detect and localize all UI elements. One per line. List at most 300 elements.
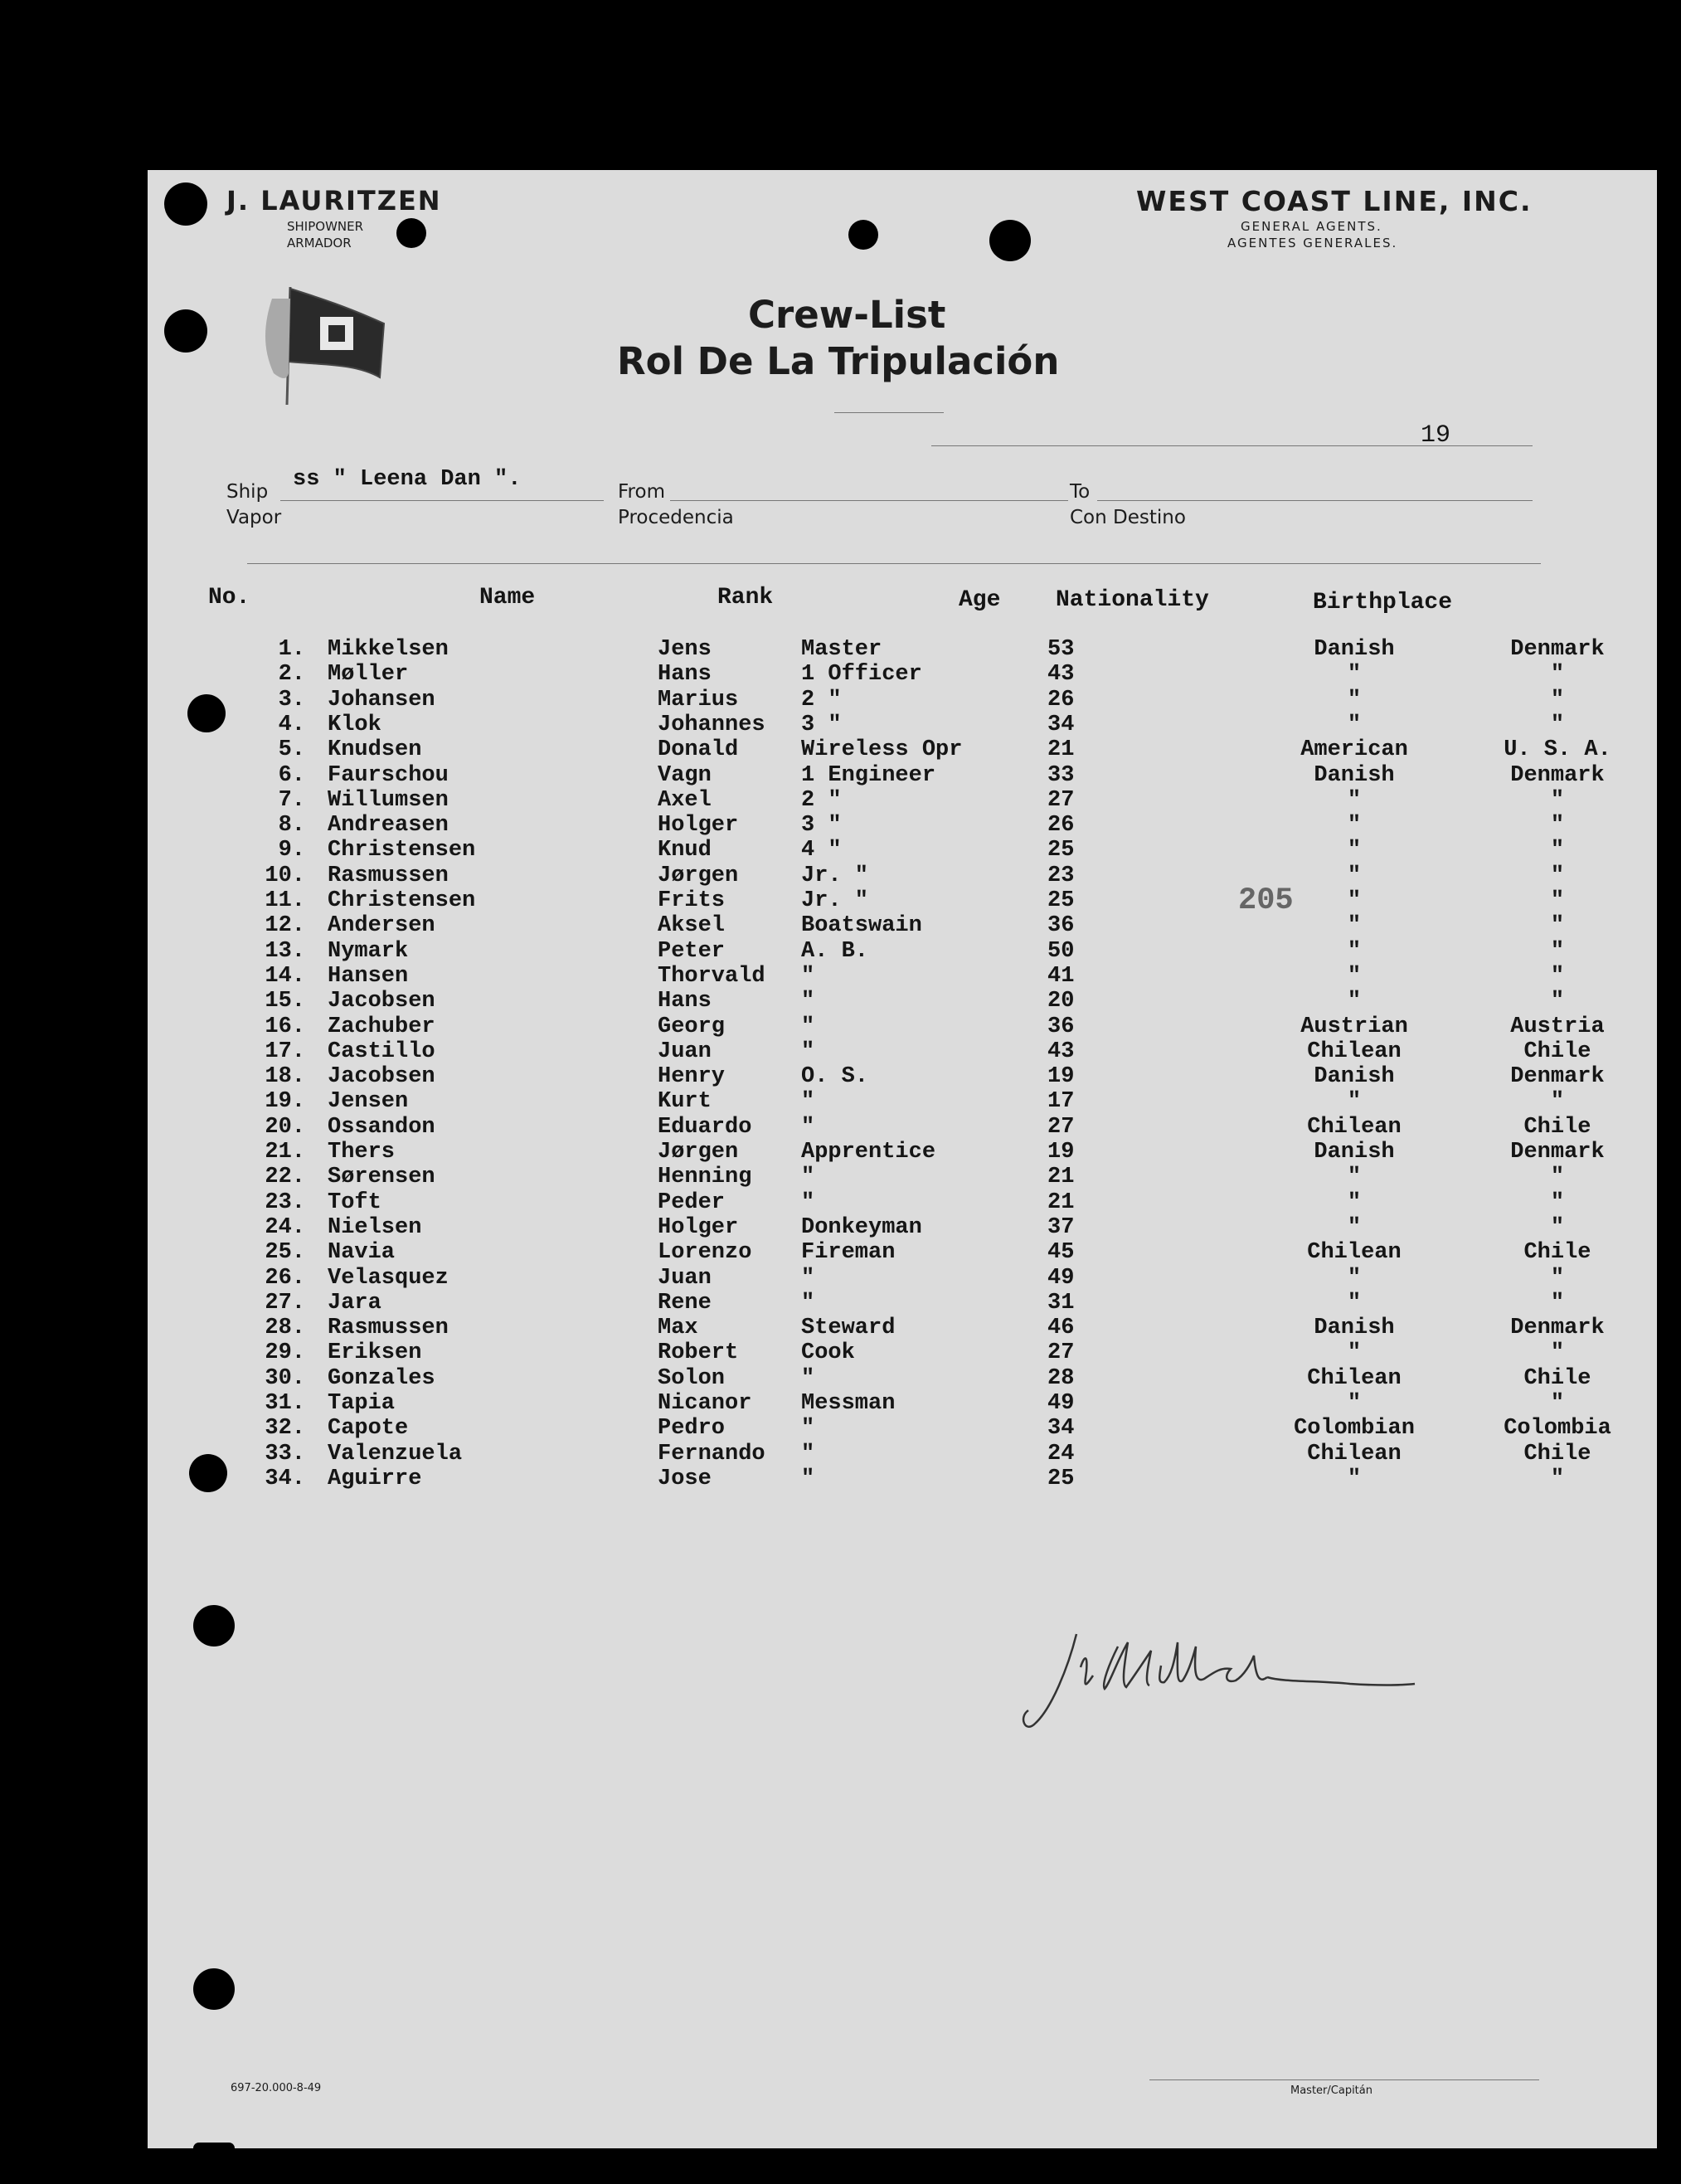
crew-row: [218, 1340, 1681, 1366]
crew-no: 5.: [278, 737, 305, 763]
crew-row: [218, 1190, 1681, 1216]
crew-no: 15.: [265, 989, 305, 1014]
crew-rank: ": [801, 963, 815, 989]
crew-birthplace: Austria: [1510, 1014, 1605, 1039]
crew-surname: Navia: [328, 1240, 396, 1266]
crew-nationality: ": [1347, 1265, 1362, 1291]
ship-name-value: ss " Leena Dan ".: [293, 467, 522, 492]
crew-age: 17: [1047, 1089, 1075, 1115]
crew-age: 46: [1047, 1316, 1075, 1341]
crew-surname: Willumsen: [328, 787, 449, 813]
crew-rank: 4 ": [801, 838, 842, 863]
crew-birthplace: ": [1550, 838, 1565, 863]
crew-surname: Valenzuela: [328, 1441, 463, 1467]
crew-surname: Rasmussen: [328, 863, 449, 888]
crew-surname: Zachuber: [328, 1014, 435, 1039]
from-label: From: [618, 481, 665, 503]
crew-nationality: ": [1347, 712, 1362, 737]
crew-rank: Jr. ": [801, 888, 869, 913]
column-header-no: No.: [208, 585, 250, 610]
crew-rank: ": [801, 1466, 815, 1491]
crew-age: 31: [1047, 1290, 1075, 1316]
crew-nationality: Danish: [1314, 637, 1395, 662]
crew-row: [218, 1014, 1681, 1040]
crew-birthplace: Denmark: [1510, 1316, 1605, 1341]
crew-nationality: ": [1347, 1466, 1362, 1491]
crew-row: [218, 939, 1681, 965]
company-left-subtitle-es: ARMADOR: [287, 236, 352, 251]
crew-first-name: Juan: [658, 1038, 712, 1064]
master-signature: [1018, 1617, 1416, 1742]
crew-row: [218, 1215, 1681, 1241]
crew-row: [218, 913, 1681, 939]
crew-age: 49: [1047, 1391, 1075, 1416]
crew-surname: Tapia: [328, 1391, 396, 1416]
punch-hole: [989, 220, 1031, 261]
crew-no: 14.: [265, 963, 305, 989]
crew-row: [218, 838, 1681, 863]
crew-row: [218, 637, 1681, 663]
crew-surname: Jensen: [328, 1089, 409, 1115]
crew-row: [218, 1039, 1681, 1065]
crew-first-name: Knud: [658, 838, 712, 863]
crew-surname: Knudsen: [328, 737, 422, 763]
punch-hole: [164, 309, 207, 353]
crew-birthplace: Denmark: [1510, 1140, 1605, 1165]
crew-surname: Faurschou: [328, 762, 449, 788]
column-header-birthplace: Birthplace: [1313, 590, 1453, 615]
crew-nationality: Danish: [1314, 1140, 1395, 1165]
house-flag-icon: [255, 282, 388, 406]
crew-nationality: ": [1347, 888, 1362, 913]
crew-row: [218, 1064, 1681, 1090]
crew-rank: Boatswain: [801, 913, 922, 939]
crew-nationality: ": [1347, 913, 1362, 939]
column-header-name: Name: [479, 585, 536, 610]
crew-first-name: Henry: [658, 1064, 726, 1090]
crew-first-name: Aksel: [658, 913, 726, 939]
crew-surname: Nymark: [328, 938, 409, 964]
crew-surname: Andreasen: [328, 813, 449, 839]
crew-nationality: Chilean: [1307, 1441, 1402, 1467]
crew-row: [218, 713, 1681, 738]
crew-birthplace: ": [1550, 888, 1565, 913]
signature-caption: Master/Capitán: [1290, 2084, 1372, 2097]
crew-birthplace: ": [1550, 1466, 1565, 1491]
crew-first-name: Johannes: [658, 712, 765, 737]
crew-no: 23.: [265, 1189, 305, 1215]
crew-first-name: Juan: [658, 1265, 712, 1291]
crew-no: 21.: [265, 1140, 305, 1165]
title-underline: [834, 412, 944, 413]
company-right-name: WEST COAST LINE, INC.: [1136, 185, 1533, 217]
crew-age: 21: [1047, 1189, 1075, 1215]
crew-no: 19.: [265, 1089, 305, 1115]
crew-no: 34.: [265, 1466, 305, 1491]
crew-surname: Rasmussen: [328, 1316, 449, 1341]
crew-first-name: Jose: [658, 1466, 712, 1491]
crew-row: [218, 662, 1681, 688]
crew-nationality: ": [1347, 813, 1362, 839]
crew-first-name: Hans: [658, 662, 712, 688]
crew-birthplace: ": [1550, 963, 1565, 989]
crew-nationality: Danish: [1314, 1064, 1395, 1090]
crew-surname: Møller: [328, 662, 409, 688]
crew-no: 4.: [278, 712, 305, 737]
crew-surname: Capote: [328, 1416, 409, 1442]
crew-age: 19: [1047, 1140, 1075, 1165]
crew-age: 26: [1047, 813, 1075, 839]
crew-no: 17.: [265, 1038, 305, 1064]
crew-no: 24.: [265, 1214, 305, 1240]
crew-surname: Velasquez: [328, 1265, 449, 1291]
crew-nationality: Colombian: [1294, 1416, 1415, 1442]
crew-first-name: Georg: [658, 1014, 726, 1039]
crew-first-name: Max: [658, 1316, 698, 1341]
crew-no: 18.: [265, 1064, 305, 1090]
crew-rank: ": [801, 1441, 815, 1467]
crew-first-name: Jørgen: [658, 1140, 739, 1165]
crew-no: 28.: [265, 1316, 305, 1341]
crew-birthplace: ": [1550, 913, 1565, 939]
crew-nationality: ": [1347, 662, 1362, 688]
crew-birthplace: ": [1550, 938, 1565, 964]
crew-first-name: Rene: [658, 1290, 712, 1316]
crew-no: 1.: [278, 637, 305, 662]
crew-rank: 3 ": [801, 813, 842, 839]
crew-age: 26: [1047, 687, 1075, 713]
to-label: To: [1070, 481, 1091, 503]
crew-rank: Messman: [801, 1391, 896, 1416]
column-header-rank: Rank: [717, 585, 774, 610]
crew-rank: Jr. ": [801, 863, 869, 888]
company-right-subtitle-es: AGENTES GENERALES.: [1227, 236, 1398, 251]
crew-row: [218, 1416, 1681, 1442]
crew-nationality: ": [1347, 1165, 1362, 1190]
crew-age: 34: [1047, 712, 1075, 737]
crew-surname: Thers: [328, 1140, 396, 1165]
punch-hole: [193, 1605, 235, 1647]
crew-rank: Steward: [801, 1316, 896, 1341]
crew-rank: Master: [801, 637, 882, 662]
crew-age: 24: [1047, 1441, 1075, 1467]
crew-first-name: Jørgen: [658, 863, 739, 888]
crew-row: [218, 1140, 1681, 1165]
crew-rank: ": [801, 1114, 815, 1140]
crew-surname: Hansen: [328, 963, 409, 989]
crew-rank: Fireman: [801, 1240, 896, 1266]
crew-birthplace: Chile: [1523, 1038, 1591, 1064]
crew-row: [218, 964, 1681, 990]
crew-no: 33.: [265, 1441, 305, 1467]
crew-birthplace: Denmark: [1510, 762, 1605, 788]
crew-surname: Andersen: [328, 913, 435, 939]
crew-birthplace: ": [1550, 813, 1565, 839]
crew-nationality: ": [1347, 963, 1362, 989]
crew-rank: Donkeyman: [801, 1214, 922, 1240]
crew-age: 50: [1047, 938, 1075, 964]
crew-first-name: Jens: [658, 637, 712, 662]
crew-nationality: ": [1347, 989, 1362, 1014]
crew-no: 2.: [278, 662, 305, 688]
crew-birthplace: U. S. A.: [1504, 737, 1611, 763]
crew-first-name: Peder: [658, 1189, 726, 1215]
company-left-subtitle: SHIPOWNER: [287, 219, 364, 234]
ship-line: [280, 500, 604, 501]
crew-row: [218, 688, 1681, 713]
crew-age: 21: [1047, 1165, 1075, 1190]
crew-nationality: Chilean: [1307, 1114, 1402, 1140]
crew-birthplace: ": [1550, 1189, 1565, 1215]
to-line: [1097, 500, 1533, 501]
crew-age: 34: [1047, 1416, 1075, 1442]
crew-birthplace: ": [1550, 687, 1565, 713]
punch-hole: [193, 2143, 235, 2148]
crew-row: [218, 1316, 1681, 1341]
crew-no: 8.: [278, 813, 305, 839]
crew-no: 26.: [265, 1265, 305, 1291]
crew-surname: Eriksen: [328, 1340, 422, 1366]
crew-nationality: ": [1347, 1214, 1362, 1240]
crew-rank: ": [801, 1365, 815, 1391]
punch-hole: [164, 182, 207, 226]
crew-row: [218, 737, 1681, 763]
crew-nationality: Chilean: [1307, 1038, 1402, 1064]
crew-surname: Nielsen: [328, 1214, 422, 1240]
crew-rank: ": [801, 1189, 815, 1215]
crew-surname: Christensen: [328, 888, 476, 913]
crew-age: 25: [1047, 838, 1075, 863]
crew-surname: Jacobsen: [328, 1064, 435, 1090]
crew-rank: O. S.: [801, 1064, 869, 1090]
crew-age: 36: [1047, 913, 1075, 939]
crew-no: 20.: [265, 1114, 305, 1140]
crew-row: [218, 1266, 1681, 1291]
crew-first-name: Eduardo: [658, 1114, 752, 1140]
crew-no: 12.: [265, 913, 305, 939]
crew-first-name: Donald: [658, 737, 739, 763]
crew-age: 33: [1047, 762, 1075, 788]
crew-no: 22.: [265, 1165, 305, 1190]
crew-age: 41: [1047, 963, 1075, 989]
crew-rank: ": [801, 1038, 815, 1064]
crew-surname: Aguirre: [328, 1466, 422, 1491]
crew-row: [218, 1089, 1681, 1115]
crew-no: 30.: [265, 1365, 305, 1391]
crew-nationality: ": [1347, 863, 1362, 888]
crew-surname: Mikkelsen: [328, 637, 449, 662]
form-code: 697-20.000-8-49: [231, 2082, 322, 2094]
crew-birthplace: ": [1550, 1340, 1565, 1366]
crew-list-document: [148, 170, 1657, 2148]
crew-first-name: Lorenzo: [658, 1240, 752, 1266]
crew-nationality: Chilean: [1307, 1365, 1402, 1391]
crew-age: 27: [1047, 1340, 1075, 1366]
crew-no: 6.: [278, 762, 305, 788]
crew-rank: 2 ": [801, 787, 842, 813]
crew-no: 29.: [265, 1340, 305, 1366]
crew-row: [218, 1391, 1681, 1417]
crew-age: 27: [1047, 1114, 1075, 1140]
crew-first-name: Solon: [658, 1365, 726, 1391]
crew-rank: 3 ": [801, 712, 842, 737]
crew-surname: Jacobsen: [328, 989, 435, 1014]
crew-birthplace: Chile: [1523, 1240, 1591, 1266]
crew-age: 37: [1047, 1214, 1075, 1240]
column-header-age: Age: [959, 587, 1001, 613]
crew-nationality: ": [1347, 938, 1362, 964]
crew-rank: 1 Officer: [801, 662, 922, 688]
crew-birthplace: Colombia: [1504, 1416, 1611, 1442]
from-line: [670, 500, 1068, 501]
column-header-nationality: Nationality: [1056, 587, 1209, 613]
crew-first-name: Nicanor: [658, 1391, 752, 1416]
crew-nationality: ": [1347, 787, 1362, 813]
company-left-name: J. LAURITZEN: [226, 185, 442, 216]
company-right-subtitle: GENERAL AGENTS.: [1241, 219, 1382, 234]
crew-age: 28: [1047, 1365, 1075, 1391]
crew-age: 43: [1047, 1038, 1075, 1064]
ship-label: Ship: [226, 481, 269, 503]
crew-no: 3.: [278, 687, 305, 713]
crew-first-name: Frits: [658, 888, 726, 913]
crew-row: [218, 1115, 1681, 1141]
crew-first-name: Hans: [658, 989, 712, 1014]
crew-no: 7.: [278, 787, 305, 813]
crew-row: [218, 788, 1681, 814]
crew-row: [218, 1467, 1681, 1492]
crew-birthplace: ": [1550, 863, 1565, 888]
crew-first-name: Marius: [658, 687, 739, 713]
crew-no: 32.: [265, 1416, 305, 1442]
punch-hole: [193, 1968, 235, 2010]
from-label-es: Procedencia: [618, 507, 734, 528]
crew-no: 25.: [265, 1240, 305, 1266]
crew-age: 25: [1047, 1466, 1075, 1491]
crew-row: [218, 989, 1681, 1014]
crew-age: 23: [1047, 863, 1075, 888]
crew-rank: ": [801, 1165, 815, 1190]
crew-rank: Apprentice: [801, 1140, 936, 1165]
crew-row: [218, 1366, 1681, 1392]
crew-no: 11.: [265, 888, 305, 913]
crew-first-name: Vagn: [658, 762, 712, 788]
crew-no: 9.: [278, 838, 305, 863]
crew-rank: Wireless Opr: [801, 737, 963, 763]
year-prefix: 19: [1421, 421, 1451, 450]
crew-first-name: Robert: [658, 1340, 739, 1366]
crew-rank: ": [801, 1014, 815, 1039]
crew-nationality: ": [1347, 1340, 1362, 1366]
crew-age: 45: [1047, 1240, 1075, 1266]
crew-age: 27: [1047, 787, 1075, 813]
crew-first-name: Holger: [658, 1214, 739, 1240]
crew-row: [218, 863, 1681, 889]
crew-row: [218, 763, 1681, 789]
crew-birthplace: ": [1550, 787, 1565, 813]
crew-nationality: ": [1347, 1391, 1362, 1416]
crew-surname: Gonzales: [328, 1365, 435, 1391]
document-title: Crew-List: [748, 293, 946, 337]
crew-no: 16.: [265, 1014, 305, 1039]
crew-row: [218, 1291, 1681, 1316]
crew-age: 20: [1047, 989, 1075, 1014]
crew-first-name: Axel: [658, 787, 712, 813]
crew-surname: Christensen: [328, 838, 476, 863]
crew-birthplace: Chile: [1523, 1114, 1591, 1140]
crew-rank: ": [801, 1416, 815, 1442]
crew-nationality: Chilean: [1307, 1240, 1402, 1266]
crew-row: [218, 813, 1681, 839]
signature-line: [1149, 2079, 1539, 2080]
crew-surname: Klok: [328, 712, 381, 737]
stamp-number: 205: [1238, 883, 1294, 918]
crew-first-name: Pedro: [658, 1416, 726, 1442]
punch-hole: [848, 220, 878, 250]
crew-no: 31.: [265, 1391, 305, 1416]
crew-nationality: Danish: [1314, 1316, 1395, 1341]
crew-birthplace: ": [1550, 662, 1565, 688]
crew-row: [218, 1442, 1681, 1467]
crew-first-name: Peter: [658, 938, 726, 964]
crew-first-name: Thorvald: [658, 963, 765, 989]
ship-label-es: Vapor: [226, 507, 282, 528]
crew-birthplace: ": [1550, 989, 1565, 1014]
crew-birthplace: ": [1550, 1214, 1565, 1240]
header-rule: [247, 563, 1541, 564]
crew-birthplace: ": [1550, 1391, 1565, 1416]
crew-birthplace: ": [1550, 1265, 1565, 1291]
crew-age: 53: [1047, 637, 1075, 662]
crew-row: [218, 888, 1681, 914]
crew-birthplace: Denmark: [1510, 1064, 1605, 1090]
crew-surname: Ossandon: [328, 1114, 435, 1140]
document-title-es: Rol De La Tripulación: [617, 339, 1060, 383]
crew-row: [218, 1240, 1681, 1266]
crew-birthplace: ": [1550, 1089, 1565, 1115]
crew-age: 19: [1047, 1064, 1075, 1090]
crew-birthplace: Chile: [1523, 1365, 1591, 1391]
crew-no: 27.: [265, 1290, 305, 1316]
crew-nationality: Danish: [1314, 762, 1395, 788]
crew-first-name: Kurt: [658, 1089, 712, 1115]
crew-rank: ": [801, 1290, 815, 1316]
crew-nationality: ": [1347, 1089, 1362, 1115]
crew-age: 36: [1047, 1014, 1075, 1039]
crew-age: 25: [1047, 888, 1075, 913]
crew-surname: Castillo: [328, 1038, 435, 1064]
crew-nationality: ": [1347, 1189, 1362, 1215]
crew-surname: Jara: [328, 1290, 381, 1316]
crew-rank: ": [801, 989, 815, 1014]
crew-surname: Sørensen: [328, 1165, 435, 1190]
crew-no: 13.: [265, 938, 305, 964]
to-label-es: Con Destino: [1070, 507, 1186, 528]
crew-surname: Toft: [328, 1189, 381, 1215]
crew-nationality: American: [1300, 737, 1408, 763]
crew-first-name: Holger: [658, 813, 739, 839]
crew-first-name: Henning: [658, 1165, 752, 1190]
crew-nationality: ": [1347, 838, 1362, 863]
crew-rank: 2 ": [801, 687, 842, 713]
crew-nationality: Austrian: [1300, 1014, 1408, 1039]
crew-nationality: ": [1347, 1290, 1362, 1316]
crew-no: 10.: [265, 863, 305, 888]
crew-first-name: Fernando: [658, 1441, 765, 1467]
crew-birthplace: ": [1550, 712, 1565, 737]
crew-birthplace: Chile: [1523, 1441, 1591, 1467]
crew-nationality: ": [1347, 687, 1362, 713]
